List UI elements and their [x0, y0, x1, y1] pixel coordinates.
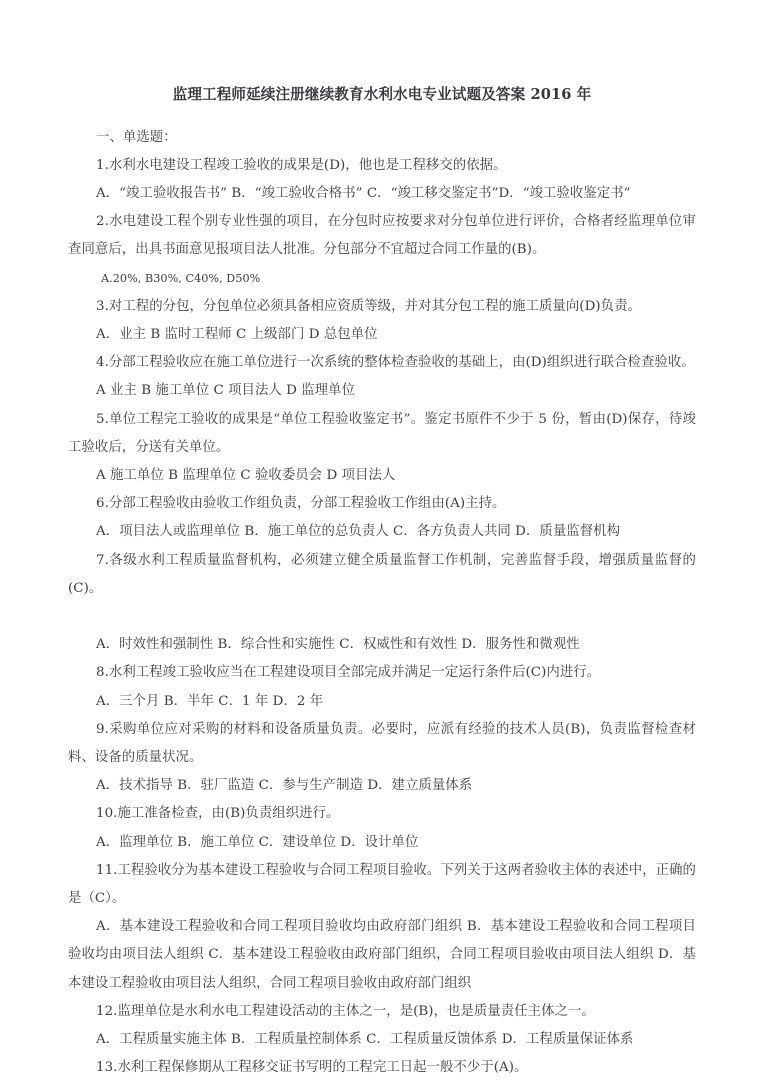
question-8-stem: 8.水利工程竣工验收应当在工程建设项目全部完成并满足一定运行条件后(C)内进行。	[96, 665, 601, 681]
question-9-stem: 9.采购单位应对采购的材料和设备质量负责。必要时，应派有经验的技术人员(B)，负责监督检查材料、设备的质量状况。	[68, 721, 696, 766]
section-heading-single-choice: 一、单选题：	[96, 129, 177, 145]
question-9-options: A．技术指导 B．驻厂监造 C．参与生产制造 D．建立质量体系	[96, 778, 473, 794]
question-3-stem: 3.对工程的分包，分包单位必须具备相应资质等级，并对其分包工程的施工质量向(D)负责。	[96, 298, 641, 314]
question-4-options: A 业主 B 施工单位 C 项目法人 D 监理单位	[96, 383, 356, 399]
page-title: 监理工程师延续注册继续教育水利水电专业试题及答案 2016 年	[172, 86, 592, 103]
question-2-options: A.20%, B30%, C40%, D50%	[101, 271, 261, 285]
question-7-stem: 7.各级水利工程质量监督机构，必须建立健全质量监督工作机制，完善监督手段，增强质量监督的(C)。	[68, 552, 696, 596]
question-12-stem: 12.监理单位是水利水电工程建设活动的主体之一，是(B)，也是质量责任主体之一。	[96, 1003, 595, 1019]
document-text-column	[68, 0, 696, 1080]
question-5-stem: 5.单位工程完工验收的成果是“单位工程验收鉴定书”。鉴定书原件不少于 5 份，暂由(D)保存，待竣工验收后，分送有关单位。	[68, 411, 696, 455]
question-1-stem: 1.水利水电建设工程竣工验收的成果是(D)，他也是工程移交的依据。	[96, 157, 507, 173]
question-12-options: A．工程质量实施主体 B．工程质量控制体系 C．工程质量反馈体系 D．工程质量保证体系	[96, 1032, 634, 1048]
question-4-stem: 4.分部工程验收应在施工单位进行一次系统的整体检查验收的基础上，由(D)组织进行联合检查验收。	[96, 355, 695, 371]
question-10-options: A．监理单位 B．施工单位 C．建设单位 D．设计单位	[96, 834, 419, 850]
question-8-options: A．三个月 B．半年 C．1 年 D．2 年	[96, 693, 324, 709]
question-6-stem: 6.分部工程验收由验收工作组负责，分部工程验收工作组由(A)主持。	[96, 496, 506, 512]
question-10-stem: 10.施工准备检查，由(B)负责组织进行。	[96, 806, 340, 822]
question-6-options: A．项目法人或监理单位 B．施工单位的总负责人 C．各方负责人共同 D．质量监督机构	[96, 524, 621, 540]
blank-line-spacer	[68, 603, 696, 631]
question-2-stem: 2.水电建设工程个别专业性强的项目，在分包时应按要求对分包单位进行评价，合格者经监理单位审查同意后，出具书面意见报项目法人批准。分包部分不宜超过合同工作量的(B)。	[68, 214, 696, 258]
question-11-options: A．基本建设工程验收和合同工程项目验收均由政府部门组织 B．基本建设工程验收和合同工程项目验收均由项目法人组织 C．基本建设工程验收由政府部门组织，合同工程项目验收由项目法人组织 D．基本建设工程验收由项目法人组织，合同工程项目验收由政府部门组织	[68, 919, 696, 991]
question-3-options: A．业主 B 监时工程师 C 上级部门 D 总包单位	[96, 327, 378, 343]
question-5-options: A 施工单位 B 监理单位 C 验收委员会 D 项目法人	[96, 468, 396, 484]
question-13-stem: 13.水利工程保修期从工程移交证书写明的工程完工日起一般不少于(A)。	[96, 1060, 528, 1076]
document-content	[68, 124, 696, 1080]
question-1-options: A．“竣工验收报告书” B．“竣工验收合格书” C．“竣工移交鉴定书”D．“竣工验收鉴定书”	[96, 186, 631, 201]
question-11-stem: 11.工程验收分为基本建设工程验收与合同工程项目验收。下列关于这两者验收主体的表述中，正确的是（C）。	[68, 862, 696, 907]
question-7-options: A．时效性和强制性 B．综合性和实施性 C．权威性和有效性 D．服务性和微观性	[96, 637, 580, 653]
